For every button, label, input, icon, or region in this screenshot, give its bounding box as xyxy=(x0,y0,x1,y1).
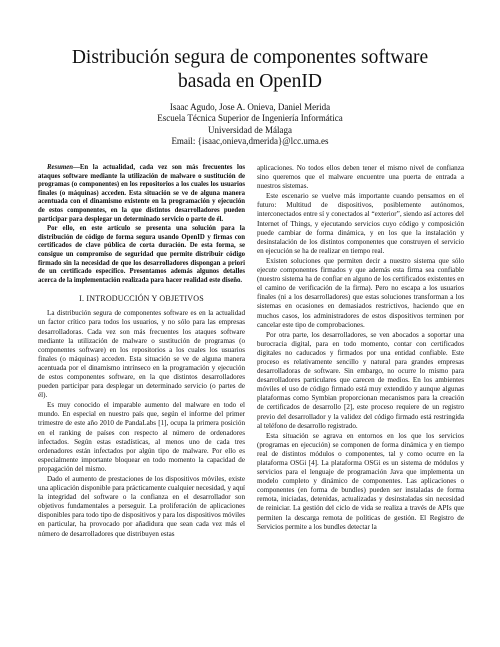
abstract-paragraph xyxy=(38,164,245,224)
body-paragraph: Este escenario se vuelve más importante cuando pensamos en el futuro: Multitud de dispositivos, posiblemente autónomos, interconectados entre sí y conectados al “exterior”, siendo así actores del Internet of Things, y ejecutando servicios cuyo código y composición puede cambiar de forma dinámica, y en los que la instalación y desinstalación de los distintos componentes que construyen el servicio en ejecución se ha de realizar en tiempo real. xyxy=(257,192,464,255)
abstract-text: —En la actualidad, cada vez son más frecuentes los ataques software mediante la utilización de malware o sustitución de programas (o componentes) en los repositorios a los cuales los usuarios finales (o máquinas) acceden. Esta situación se ve de alguna manera acentuada con el dinamismo existente en la programación y ejecución de estos componentes, en la que distintos desarrolladores pueden participar para desplegar un determinado servicio o parte de él. xyxy=(38,164,245,223)
section-heading: I. INTRODUCCIÓN Y OBJETIVOS xyxy=(79,294,204,304)
author-block xyxy=(0,102,500,147)
paper-title-line-2: basada en OpenID xyxy=(177,71,323,92)
affiliation-university: Universidad de Málaga xyxy=(208,124,292,135)
abstract-label: Resumen xyxy=(47,164,74,171)
body-paragraph: Dado el aumento de prestaciones de los dispositivos móviles, existe una aplicación disponible para prácticamente cualquier necesidad, y aquí la integridad del software o la confianza en el desarrollador son objetivos fundamentales a perseguir. La proliferación de aplicaciones disponibles para todo tipo de dispositivos y para los dispositivos móviles en particular, ha provocado por añadidura que sean cada vez más el número de desarrolladores que distribuyen estas xyxy=(38,475,246,538)
abstract-paragraph-2: Por ello, en este artículo se presenta una solución para la distribución de código de forma segura usando OpenID y firmas con certificados de clave pública de corta duración. De esta forma, se consigue un compromiso de seguridad que permite distribuir código firmado sin la necesidad de que los desarrolladores dispongan a priori de un certificado específico. Presentamos además algunos detalles acerca de la implementación realizada para hacer realidad este diseño. xyxy=(38,225,245,284)
body-paragraph: La distribución segura de componentes software es en la actualidad un factor crítico para todos los usuarios, y no sólo para las empresas desarrolladoras. Cada vez son más frecuentes los ataques software mediante la utilización de malware o sustitución de programas (o componentes software) en los repositorios a los cuales los usuarios finales (o máquinas) acceden. Esta situación se ve de alguna manera acentuada por el dinamismo intrínseco en la programación y ejecución de estos componentes software, en la que distintos desarrolladores pueden participar para desplegar un determinado servicio (o partes de él). xyxy=(38,309,245,400)
affiliation-school: Escuela Técnica Superior de Ingeniería Informática xyxy=(157,113,343,124)
body-paragraph: Existen soluciones que permiten decir a nuestro sistema que sólo ejecute componentes firmados y que además esta firma sea confiable (nuestro sistema ha de confiar en alguno de los certificados existentes en el camino de verificación de la firma). Pero no escapa a los usuarios finales (ni a los desarrolladores) que estas soluciones transforman a los sistemas en ocasiones en demasiados restrictivos, haciendo que en muchos casos, los administradores de estos dispositivos terminen por cancelar este tipo de comprobaciones. xyxy=(257,256,464,329)
paper-title-line-1: Distribución segura de componentes software xyxy=(71,47,429,68)
body-paragraph: Por otra parte, los desarrolladores, se ven abocados a soportar una burocracia digital, para en todo momento, contar con certificados digitales no caducados y firmados por una entidad confiable. Este proceso es relativamente sencillo y natural para grandes empresas desarrolladoras de software. Sin embargo, no ocurre lo mismo para desarrolladores particulares que carecen de medios. En los ambientes móviles el uso de código firmado está muy extendido y aunque algunas plataformas como Symbian proporcionan mecanismos para la creación de certificados de desarrollo [2], este proceso requiere de un registro previo del desarrollador y la validez del código firmado está restringida al teléfono de desarrollo registrado. xyxy=(257,330,464,430)
body-paragraph: Es muy conocido el imparable aumento del malware en todo el mundo. En especial en nuestro país que, según el informe del primer trimestre de este año 2010 de PandaLabs [1], ocupa la primera posición en el ranking de países con respecto al número de ordenadores infectados. Según estas estadísticas, al menos uno de cada tres ordenadores están infectados por algún tipo de malware. Por ello es especialmente importante bloquear en todo momento la capacidad de propagación del mismo. xyxy=(38,401,245,473)
right-column xyxy=(257,164,464,533)
paper-title xyxy=(0,46,500,94)
author-names: Isaac Agudo, Jose A. Onieva, Daniel Merida xyxy=(169,102,331,112)
left-column xyxy=(38,164,245,540)
body-paragraph: aplicaciones. No todos ellos deben tener el mismo nivel de confianza sino queremos que el malware encuentre una puerta de entrada a nuestros sistemas. xyxy=(257,164,464,191)
body-paragraph: Esta situación se agrava en entornos en los que los servicios (programas en ejecución) se componen de forma dinámica y en tiempo real de distintos módulos o componentes, tal y como ocurre en la plataforma OSGi [4]. La plataforma OSGi es un sistema de módulos y servicios para el lenguaje de programación Java que implementa un modelo completo y dinámico de componentes. Las aplicaciones o componentes (en forma de bundles) pueden ser instaladas de forma remota, iniciadas, detenidas, actualizadas y desinstaladas sin necesidad de reiniciar. La gestión del ciclo de vida se realiza a través de APIs que permiten la descarga remota de políticas de gestión. El Registro de Servicios permite a los bundles detectar la xyxy=(257,431,464,531)
author-email: Email: {isaac,onieva,dmerida}@lcc.uma.es xyxy=(171,135,329,146)
